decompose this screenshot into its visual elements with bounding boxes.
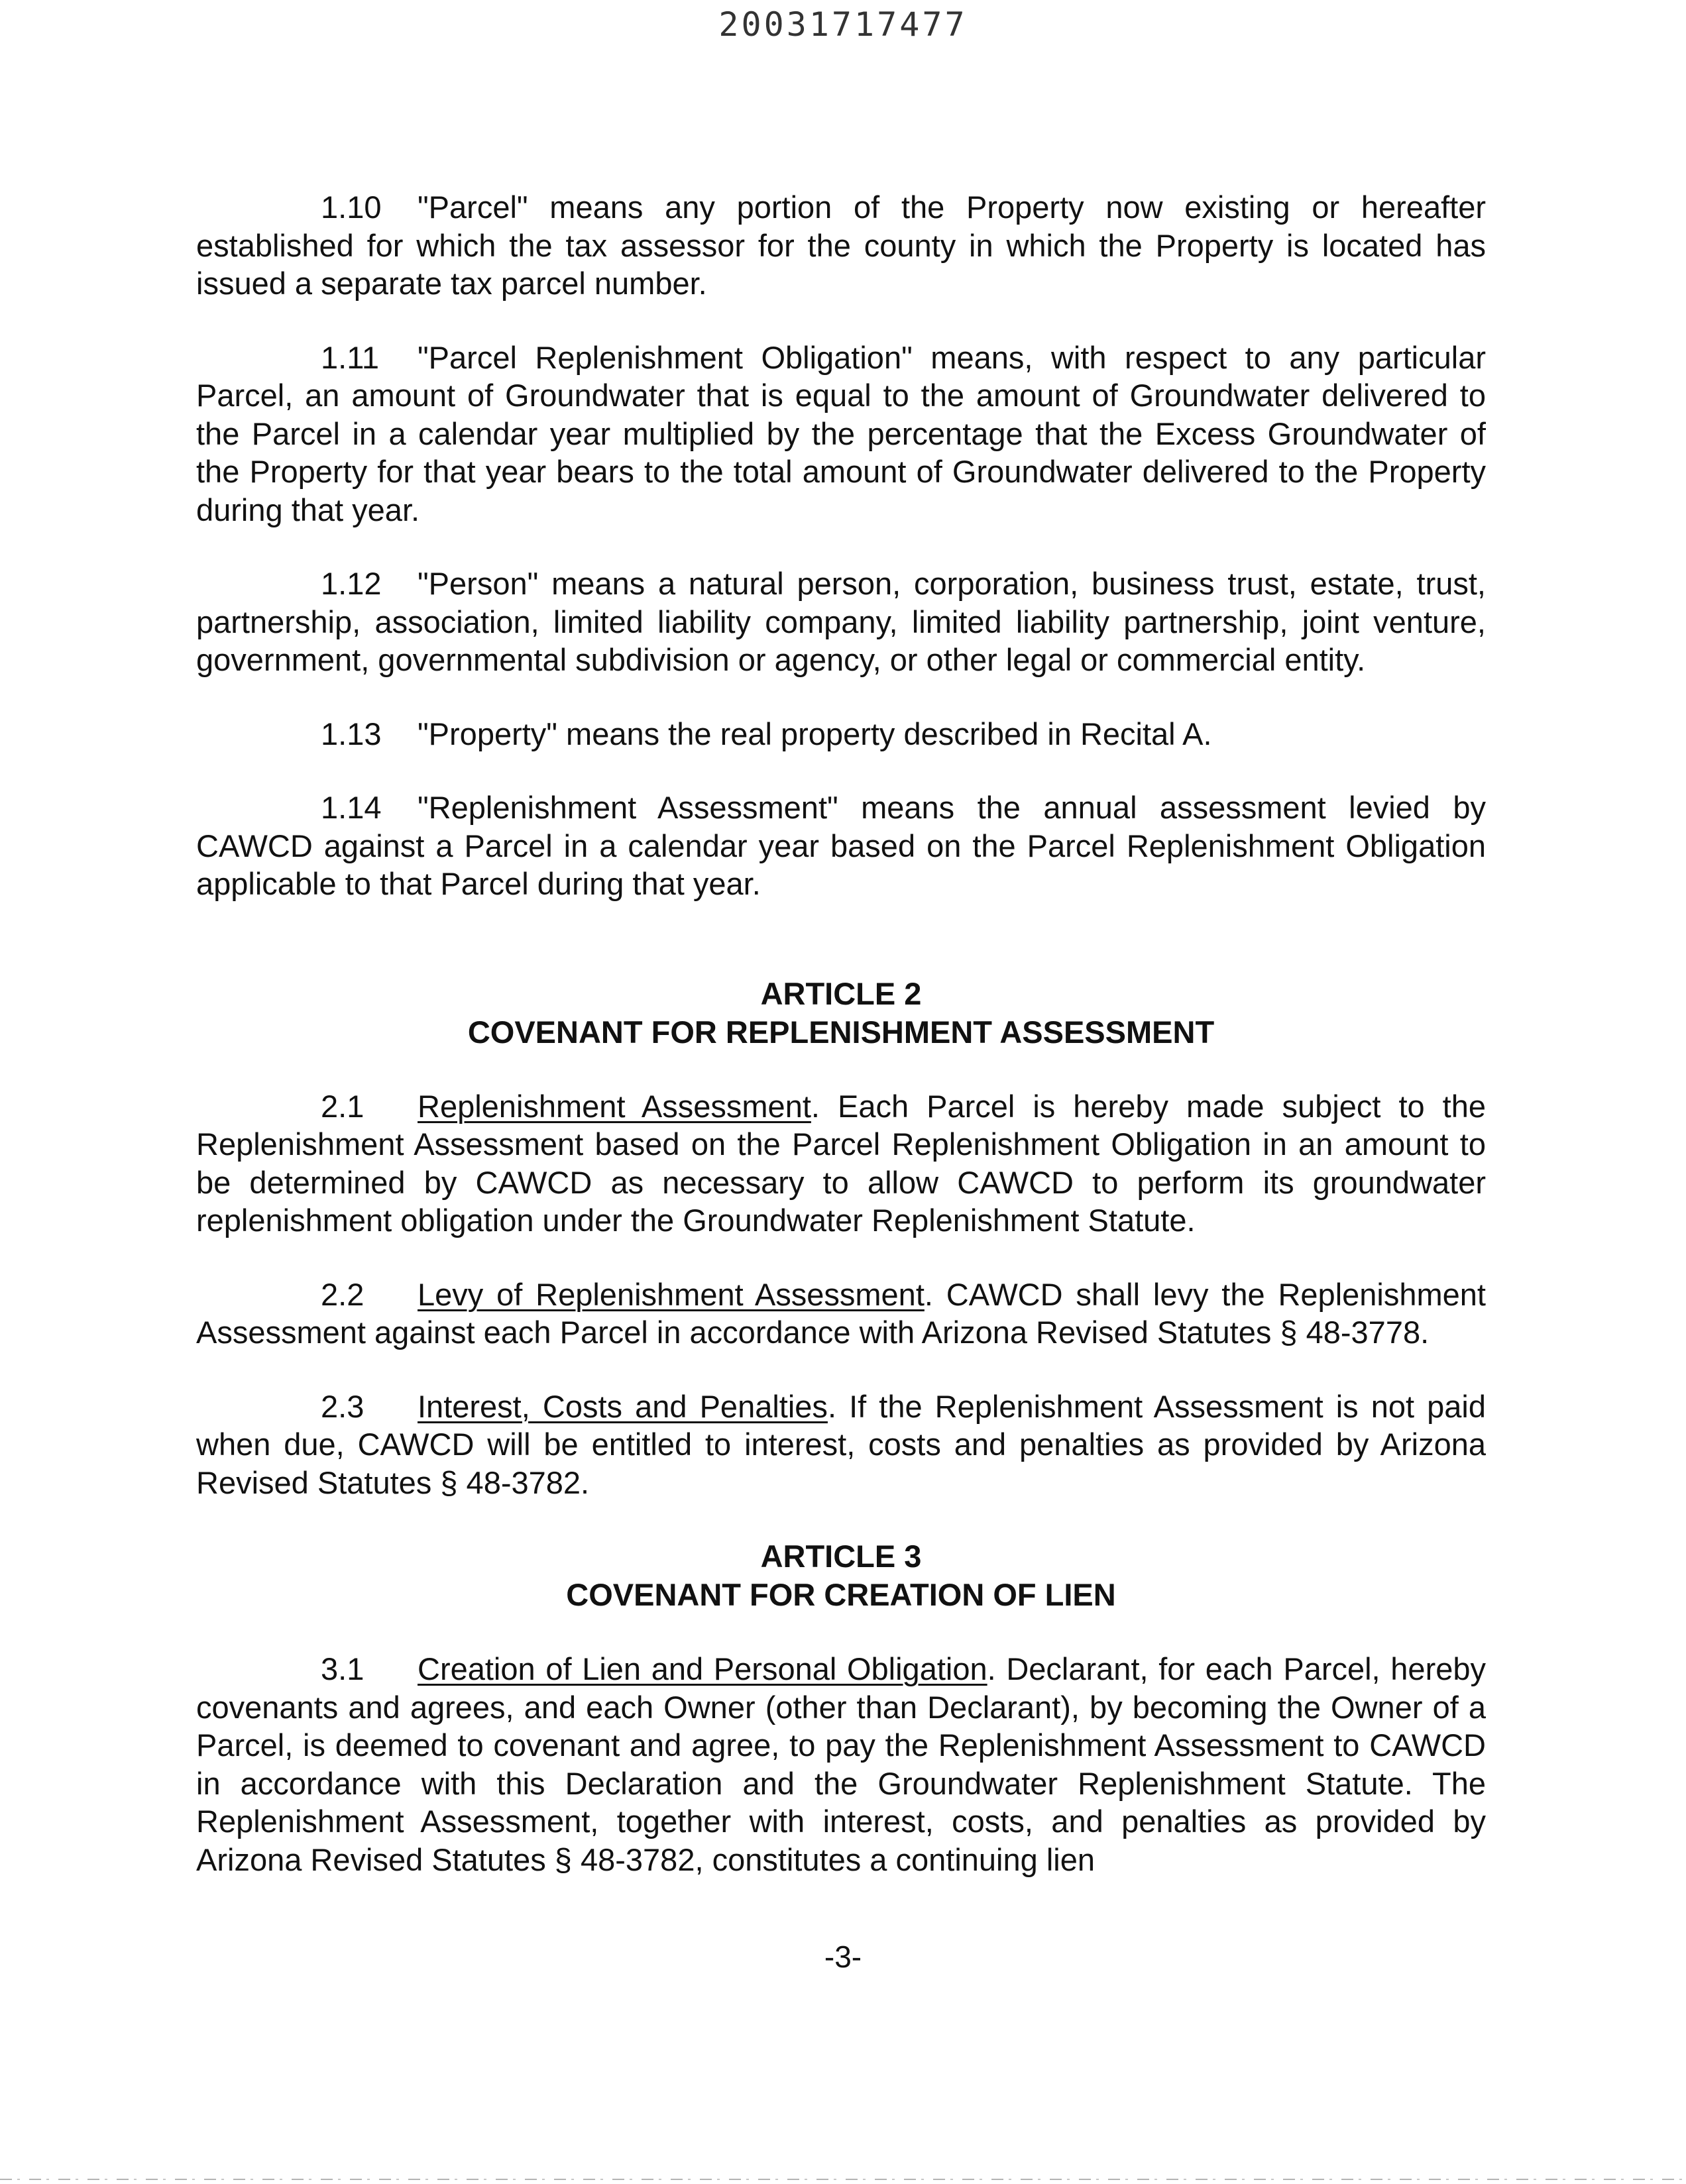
section-text: . CAWCD shall levy the Replenishment Assessment against each Parcel in accordance with Arizona Revised Statutes § 48-3778. [196, 1276, 1486, 1350]
section-number: 1.12 [321, 566, 382, 601]
section-number: 2.3 [321, 1388, 365, 1424]
section-text: "Replenishment Assessment" means the annual assessment levied by CAWCD against a Parcel in a calendar year based on the Parcel Replenishment Obligation applicable to that Parcel during that year. [196, 790, 1486, 901]
section-number: 2.1 [321, 1088, 365, 1124]
definition-1-12 [196, 565, 1486, 679]
definition-1-10 [196, 188, 1486, 303]
section-text: "Parcel Replenishment Obligation" means, with respect to any particular Parcel, an amount of Groundwater that is equal to the amount of Groundwater delivered to the Parcel in a calendar year multiplied by the percentage that the Excess Groundwater of the Property for that year bears to the total amount of Groundwater delivered to the Property during that year. [196, 339, 1486, 527]
section-number: 1.10 [321, 190, 382, 225]
section-2-2 [196, 1276, 1486, 1352]
section-number: 1.13 [321, 716, 382, 751]
scan-edge-artifact [0, 2179, 1686, 2180]
section-number: 3.1 [321, 1651, 365, 1686]
section-3-1 [196, 1650, 1486, 1879]
section-text: . Each Parcel is hereby made subject to the Replenishment Assessment based on the Parcel Replenishment Obligation in an amount to be determined by CAWCD as necessary to allow CAWCD to perform its groundwater replenishment obligation under the Groundwater Replenishment Statute. [196, 1088, 1487, 1238]
section-text: "Person" means a natural person, corporation, business trust, estate, trust, partnership, association, limited liability company, limited liability partnership, joint venture, government, governmental subdivision or agency, or other legal or commercial entity. [196, 566, 1486, 677]
definition-1-11 [196, 339, 1486, 529]
section-heading: Levy of Replenishment Assessment [418, 1276, 925, 1312]
section-text: . If the Replenishment Assessment is not paid when due, CAWCD will be entitled to interest, costs and penalties as provided by Arizona Revised Statutes § 48-3782. [196, 1388, 1486, 1500]
definition-1-14 [196, 789, 1486, 903]
article-2-label: ARTICLE 2 [760, 975, 922, 1011]
article-3-title: COVENANT FOR CREATION OF LIEN [566, 1577, 1116, 1612]
section-heading: Interest, Costs and Penalties [418, 1388, 828, 1424]
section-heading: Creation of Lien and Personal Obligation [418, 1651, 987, 1686]
definition-1-13 [196, 715, 1486, 753]
section-number: 1.11 [321, 339, 379, 375]
page-number: -3- [824, 1939, 862, 1974]
section-text: "Property" means the real property described in Recital A. [418, 716, 1212, 751]
section-2-1 [196, 1087, 1486, 1240]
section-text: "Parcel" means any portion of the Property now existing or hereafter established for which the tax assessor for the county in which the Property is located has issued a separate tax parcel number. [196, 190, 1486, 301]
section-2-3 [196, 1388, 1486, 1502]
section-number: 2.2 [321, 1276, 365, 1312]
section-text: . Declarant, for each Parcel, hereby covenants and agrees, and each Owner (other than Declarant), by becoming the Owner of a Parcel, is deemed to covenant and agree, to pay the Replenishment Assessment to CAWCD in accordance with this Declaration and the Groundwater Replenishment Statute. The Replenishment Assessment, together with interest, costs, and penalties as provided by Arizona Revised Statutes § 48-3782, constitutes a continuing lien [196, 1651, 1486, 1877]
article-2-title: COVENANT FOR REPLENISHMENT ASSESSMENT [467, 1014, 1215, 1050]
section-heading: Replenishment Assessment [418, 1088, 811, 1124]
document-number: 20031717477 [718, 5, 968, 44]
page-body [196, 188, 1486, 1879]
article-3-label: ARTICLE 3 [760, 1539, 922, 1574]
section-number: 1.14 [321, 790, 382, 825]
